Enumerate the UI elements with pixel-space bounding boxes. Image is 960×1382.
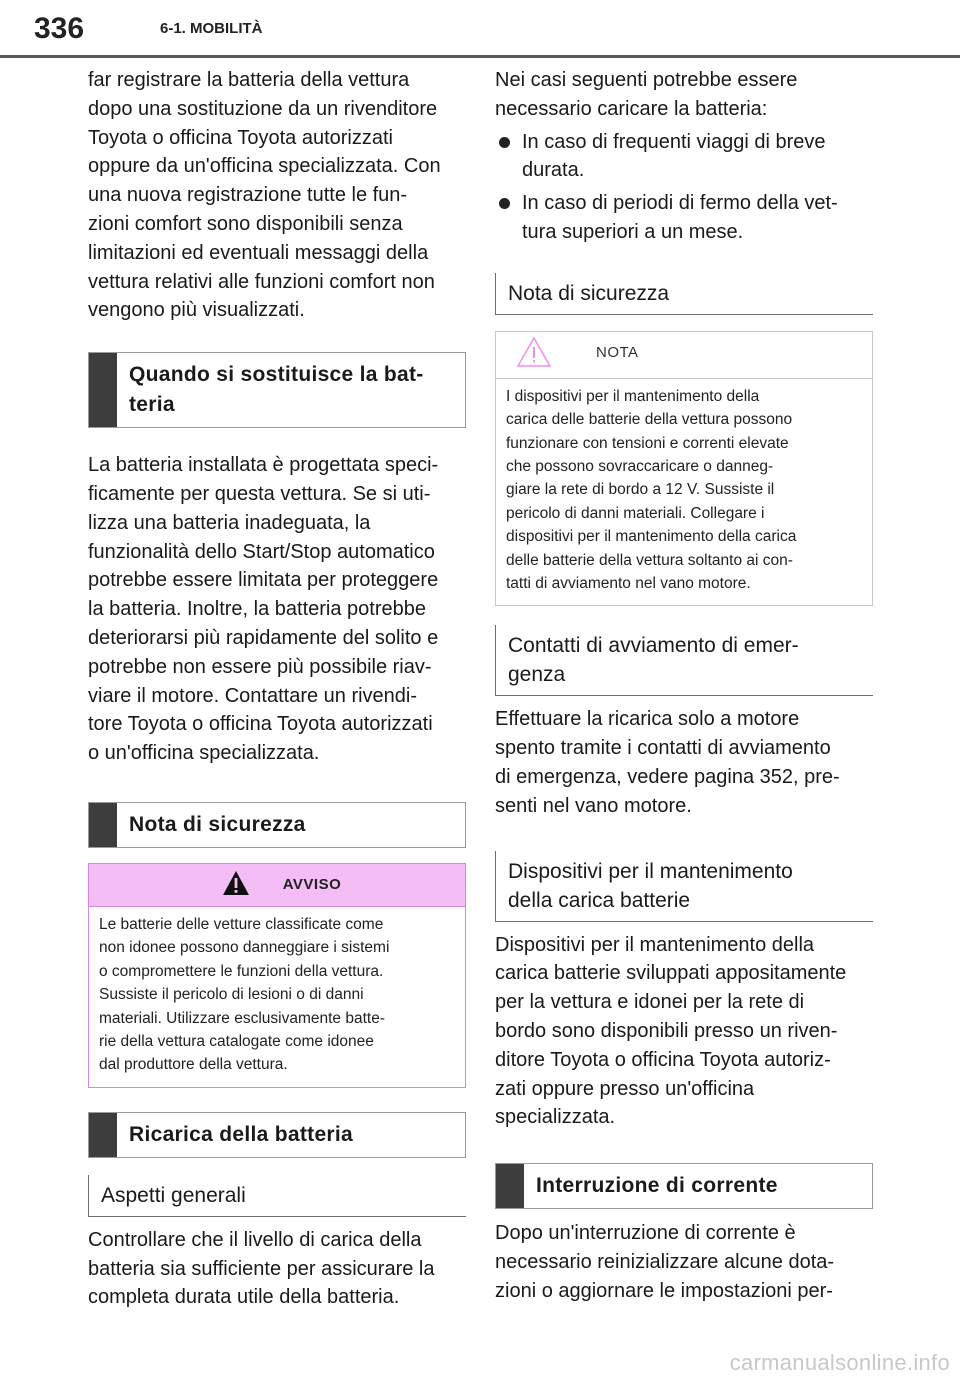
list-item <box>495 128 873 186</box>
warning-box <box>88 863 466 1088</box>
page-number: 336 <box>34 12 85 45</box>
heading-battery-replacement <box>88 352 466 428</box>
note-text: I dispositivi per il mantenimento della carica delle batterie della vettura possono funzionare con tensioni e correnti elevate che possono sovraccaricare o danneg- giare la rete di bordo a 12 V. Sussiste il pericolo di danni materiali. Collegare i dispositivi per il mantenimento della carica delle batterie della vettura soltanto ai con- tatti di avviamento nel vano motore. <box>506 387 797 593</box>
chapter-title: 6-1. MOBILITÀ <box>160 20 263 37</box>
heading-battery-charging <box>88 1112 466 1158</box>
bullet-icon <box>499 198 510 209</box>
subheading-general: Aspetti generali <box>88 1175 466 1217</box>
header-rule <box>0 55 960 58</box>
subheading-safety-note: Nota di sicurezza <box>495 273 873 315</box>
heading-power-interruption <box>495 1163 873 1209</box>
heading-bar <box>89 803 117 847</box>
note-header <box>496 332 872 379</box>
list-item-text: In caso di periodi di fermo della vet- tura superiori a un mese. <box>522 192 838 243</box>
replacement-paragraph: La batteria installata è progettata speci- ficamente per questa vettura. Se si uti- lizza una batteria inadeguata, la funzionalità dello Start/Stop automatico potrebbe essere limitata per proteggere la batteria. Inoltre, la batteria potrebbe deteriorarsi più rapidamente del solito e potrebbe non essere più possibile riav- viare il motore. Contattare un rivendi- tore Toyota o officina Toyota autorizzati o un'officina specializzata. <box>88 454 439 765</box>
devices-paragraph: Dispositivi per il mantenimento della carica batterie sviluppati appositamente per la vettura e idonei per la rete di bordo sono disponibili presso un riven- ditore Toyota o officina Toyota autoriz- zati oppure presso un'officina specializzata. <box>495 933 847 1129</box>
caution-triangle-icon <box>516 336 552 368</box>
heading-safety-note <box>88 802 466 848</box>
warning-triangle-icon <box>221 869 251 897</box>
heading-bar <box>496 1164 524 1208</box>
heading-text: Quando si sostituisce la bat- teria <box>129 363 424 417</box>
subheading-maintainer-devices: Dispositivi per il mantenimento della carica batterie <box>495 851 873 922</box>
warning-text: Le batterie delle vetture classificate come non idonee possono danneggiare i sistemi o compromettere le funzioni della vettura. Sussiste il pericolo di lesioni o di danni materiali. Utilizzare esclusivamente batte- rie della vettura catalogate come idonee dal produttore della vettura. <box>99 915 390 1074</box>
cases-list <box>495 128 873 247</box>
general-paragraph: Controllare che il livello di carica della batteria sia sufficiente per assicurare la completa durata utile della batteria. <box>88 1228 435 1309</box>
intro-paragraph: far registrare la batteria della vettura dopo una sostituzione da un rivenditore Toyota o officina Toyota autorizzati oppure da un'officina specializzata. Con una nuova registrazione tutte le fun- zioni comfort sono disponibili senza limitazioni ed eventuali messaggi della vettura relativi alle funzioni comfort non vengono più visualizzati. <box>88 69 441 322</box>
subheading-emergency-contacts: Contatti di avviamento di emer- genza <box>495 625 873 696</box>
list-item <box>495 189 873 247</box>
left-column <box>88 66 466 1312</box>
note-label: NOTA <box>596 343 639 361</box>
list-item-text: In caso di frequenti viaggi di breve durata. <box>522 130 826 182</box>
heading-bar <box>89 1113 117 1157</box>
heading-text: Nota di sicurezza <box>129 812 306 836</box>
heading-bar <box>89 353 117 427</box>
right-column <box>495 66 873 1306</box>
interrupt-paragraph: Dopo un'interruzione di corrente è necessario reinizializzare alcune dota- zioni o aggiornare le impostazioni per- <box>495 1222 835 1302</box>
warning-header <box>89 864 465 907</box>
heading-text: Interruzione di corrente <box>536 1174 778 1198</box>
heading-text: Ricarica della batteria <box>129 1122 354 1146</box>
bullet-icon <box>499 137 510 148</box>
note-box <box>495 331 873 607</box>
warning-label: AVVISO <box>282 876 342 894</box>
cases-intro: Nei casi seguenti potrebbe essere necessario caricare la batteria: <box>495 69 798 120</box>
watermark: carmanualsonline.info <box>729 1350 950 1375</box>
emergency-paragraph: Effettuare la ricarica solo a motore spento tramite i contatti di avviamento di emergenza, vedere pagina 352, pre- senti nel vano motore. <box>495 708 840 817</box>
